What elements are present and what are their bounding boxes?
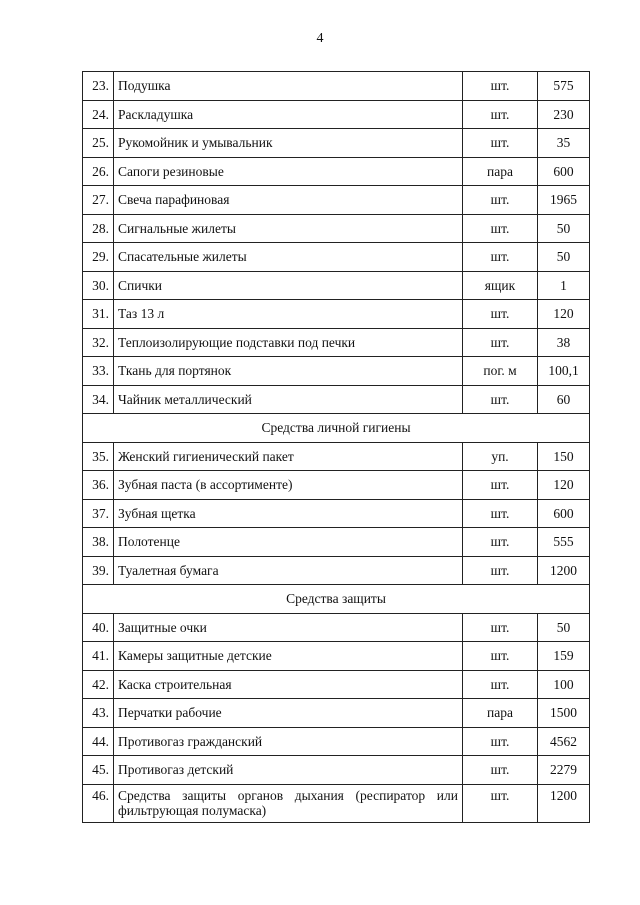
item-name-cell: Свеча парафиновая — [114, 186, 463, 215]
table-row — [83, 328, 590, 357]
table-row — [83, 613, 590, 642]
item-name-cell: Чайник металлический — [114, 385, 463, 414]
item-name-cell: Зубная паста (в ассортименте) — [114, 471, 463, 500]
row-number-cell: 26. — [83, 157, 114, 186]
unit-cell: шт. — [463, 756, 538, 785]
item-name-cell: Полотенце — [114, 528, 463, 557]
item-name-cell: Спички — [114, 271, 463, 300]
quantity-cell: 35 — [538, 129, 590, 158]
row-number-cell: 32. — [83, 328, 114, 357]
unit-cell: шт. — [463, 613, 538, 642]
row-number-cell: 38. — [83, 528, 114, 557]
quantity-cell: 100 — [538, 670, 590, 699]
table-row — [83, 442, 590, 471]
quantity-cell: 60 — [538, 385, 590, 414]
section-header-row — [83, 414, 590, 443]
table-row — [83, 300, 590, 329]
item-name-cell: Защитные очки — [114, 613, 463, 642]
table-row — [83, 756, 590, 785]
quantity-cell: 1200 — [538, 556, 590, 585]
unit-cell: шт. — [463, 328, 538, 357]
section-title: Средства личной гигиены — [83, 414, 590, 443]
unit-cell: уп. — [463, 442, 538, 471]
quantity-cell: 1965 — [538, 186, 590, 215]
row-number-cell: 28. — [83, 214, 114, 243]
quantity-cell: 1 — [538, 271, 590, 300]
quantity-cell: 120 — [538, 300, 590, 329]
row-number-cell: 39. — [83, 556, 114, 585]
quantity-cell: 38 — [538, 328, 590, 357]
row-number-cell: 36. — [83, 471, 114, 500]
unit-cell: шт. — [463, 300, 538, 329]
row-number-cell: 27. — [83, 186, 114, 215]
quantity-cell: 2279 — [538, 756, 590, 785]
unit-cell: шт. — [463, 471, 538, 500]
table-row — [83, 784, 590, 822]
quantity-cell: 100,1 — [538, 357, 590, 386]
unit-cell: шт. — [463, 186, 538, 215]
table-row — [83, 528, 590, 557]
row-number-cell: 33. — [83, 357, 114, 386]
quantity-cell: 600 — [538, 499, 590, 528]
row-number-cell: 35. — [83, 442, 114, 471]
unit-cell: шт. — [463, 670, 538, 699]
item-name-cell: Спасательные жилеты — [114, 243, 463, 272]
item-name-cell: Раскладушка — [114, 100, 463, 129]
table-row — [83, 642, 590, 671]
row-number-cell: 23. — [83, 72, 114, 101]
table-row — [83, 385, 590, 414]
quantity-cell: 1200 — [538, 784, 590, 822]
quantity-cell: 159 — [538, 642, 590, 671]
unit-cell: пог. м — [463, 357, 538, 386]
section-title: Средства защиты — [83, 585, 590, 614]
table-row — [83, 129, 590, 158]
inventory-table-body — [83, 72, 590, 823]
quantity-cell: 120 — [538, 471, 590, 500]
row-number-cell: 44. — [83, 727, 114, 756]
row-number-cell: 42. — [83, 670, 114, 699]
item-name-cell: Женский гигиенический пакет — [114, 442, 463, 471]
item-name-cell: Противогаз детский — [114, 756, 463, 785]
unit-cell: шт. — [463, 385, 538, 414]
row-number-cell: 37. — [83, 499, 114, 528]
table-row — [83, 271, 590, 300]
row-number-cell: 43. — [83, 699, 114, 728]
quantity-cell: 150 — [538, 442, 590, 471]
unit-cell: шт. — [463, 528, 538, 557]
section-header-row — [83, 585, 590, 614]
row-number-cell: 29. — [83, 243, 114, 272]
quantity-cell: 1500 — [538, 699, 590, 728]
unit-cell: шт. — [463, 129, 538, 158]
unit-cell: шт. — [463, 642, 538, 671]
unit-cell: шт. — [463, 72, 538, 101]
row-number-cell: 34. — [83, 385, 114, 414]
item-name-cell: Противогаз гражданский — [114, 727, 463, 756]
quantity-cell: 4562 — [538, 727, 590, 756]
unit-cell: ящик — [463, 271, 538, 300]
quantity-cell: 555 — [538, 528, 590, 557]
table-row — [83, 72, 590, 101]
quantity-cell: 230 — [538, 100, 590, 129]
unit-cell: шт. — [463, 214, 538, 243]
unit-cell: пара — [463, 699, 538, 728]
table-row — [83, 357, 590, 386]
table-row — [83, 471, 590, 500]
table-row — [83, 100, 590, 129]
table-row — [83, 157, 590, 186]
row-number-cell: 25. — [83, 129, 114, 158]
quantity-cell: 600 — [538, 157, 590, 186]
unit-cell: шт. — [463, 499, 538, 528]
row-number-cell: 45. — [83, 756, 114, 785]
unit-cell: шт. — [463, 100, 538, 129]
row-number-cell: 46. — [83, 784, 114, 822]
item-name-cell: Камеры защитные детские — [114, 642, 463, 671]
table-row — [83, 556, 590, 585]
unit-cell: пара — [463, 157, 538, 186]
item-name-cell: Рукомойник и умывальник — [114, 129, 463, 158]
item-name-cell: Сигнальные жилеты — [114, 214, 463, 243]
item-name-cell: Перчатки рабочие — [114, 699, 463, 728]
row-number-cell: 24. — [83, 100, 114, 129]
item-name-cell: Подушка — [114, 72, 463, 101]
table-row — [83, 699, 590, 728]
item-name-cell: Ткань для портянок — [114, 357, 463, 386]
row-number-cell: 41. — [83, 642, 114, 671]
item-name-cell: Таз 13 л — [114, 300, 463, 329]
row-number-cell: 31. — [83, 300, 114, 329]
row-number-cell: 30. — [83, 271, 114, 300]
table-row — [83, 243, 590, 272]
quantity-cell: 50 — [538, 613, 590, 642]
unit-cell: шт. — [463, 556, 538, 585]
quantity-cell: 50 — [538, 243, 590, 272]
item-name-cell: Средства защиты органов дыхания (респиратор или фильтрующая полумаска) — [114, 784, 463, 822]
item-name-cell: Сапоги резиновые — [114, 157, 463, 186]
table-row — [83, 670, 590, 699]
page-number: 4 — [316, 31, 324, 46]
unit-cell: шт. — [463, 243, 538, 272]
inventory-table — [82, 71, 590, 823]
quantity-cell: 50 — [538, 214, 590, 243]
item-name-cell: Туалетная бумага — [114, 556, 463, 585]
quantity-cell: 575 — [538, 72, 590, 101]
row-number-cell: 40. — [83, 613, 114, 642]
item-name-cell: Зубная щетка — [114, 499, 463, 528]
item-name-cell: Теплоизолирующие подставки под печки — [114, 328, 463, 357]
unit-cell: шт. — [463, 784, 538, 822]
table-row — [83, 499, 590, 528]
table-row — [83, 727, 590, 756]
unit-cell: шт. — [463, 727, 538, 756]
item-name-cell: Каска строительная — [114, 670, 463, 699]
table-row — [83, 214, 590, 243]
table-row — [83, 186, 590, 215]
